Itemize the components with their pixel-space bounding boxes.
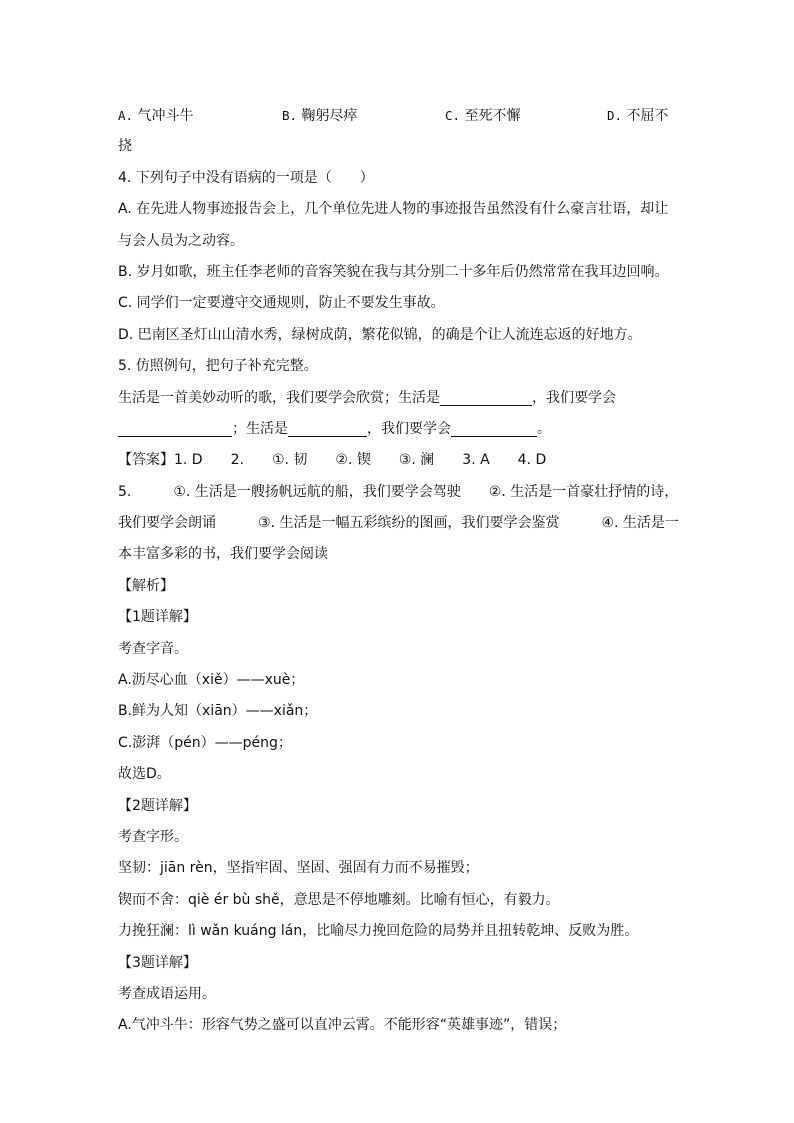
q3-item-a: A.气冲斗牛：形容气势之盛可以直冲云霄。不能形容“英雄事迹”，错误；	[118, 1017, 567, 1034]
fill-blank[interactable]	[440, 389, 532, 406]
q4-option-d: D. 巴南区圣灯山山清水秀，绿树成荫，繁花似锦，的确是个让人流连忘返的好地方。	[118, 326, 642, 343]
q4-option-a-line1: A. 在先进人物事迹报告会上，几个单位先进人物的事迹报告虽然没有什么豪言壮语，却让	[118, 201, 669, 218]
fill-blank[interactable]	[451, 420, 537, 437]
document-page	[118, 100, 678, 1042]
q4-prompt: 4. 下列句子中没有语病的一项是（ ）	[118, 169, 374, 186]
q1-topic: 考查字音。	[118, 640, 188, 657]
q1-choice: 故选D。	[118, 766, 171, 783]
fill-blank[interactable]	[288, 420, 367, 437]
answer-line4: 本丰富多彩的书，我们要学会阅读	[118, 546, 328, 563]
q1-item-a: A.沥尽心血（xiě）——xuè；	[118, 672, 305, 689]
answer-line2: 5. ①. 生活是一艘扬帆远航的船，我们要学会驾驶 ②. 生活是一首豪壮抒情的诗，	[118, 483, 679, 500]
answer-line1: 【答案】1. D 2. ①. 韧 ②. 锲 ③. 澜 3. A 4. D	[118, 452, 547, 469]
q5-prompt: 5. 仿照例句，把句子补充完整。	[118, 358, 318, 375]
q4-option-a-line2: 与会人员为之动容。	[118, 232, 244, 249]
q2-item-2: 锲而不舍：qiè ér bù shě，意思是不停地雕刻。比喻有恒心，有毅力。	[118, 891, 560, 908]
q2-item-3: 力挽狂澜：lì wǎn kuáng lán，比喻尽力挽回危险的局势并且扭转乾坤、反败为胜。	[118, 923, 639, 940]
q3-option-c: C. 至死不懈	[445, 108, 521, 124]
q3-option-b: B. 鞠躬尽瘁	[282, 108, 358, 124]
q1-item-c: C.澎湃（pén）——péng；	[118, 734, 292, 751]
q2-topic: 考查字形。	[118, 828, 188, 845]
q3-option-d: D. 不屈不	[607, 108, 669, 124]
analysis-heading: 【解析】	[118, 577, 174, 594]
q2-detail-heading: 【2题详解】	[118, 797, 197, 814]
q2-item-1: 坚韧：jiān rèn，坚指牢固、坚固、强固有力而不易摧毁；	[118, 860, 479, 877]
q5-fill-line2: ；生活是 ，我们要学会 。	[118, 414, 678, 445]
q4-option-c: C. 同学们一定要遵守交通规则，防止不要发生事故。	[118, 295, 445, 312]
fill-blank[interactable]	[118, 420, 232, 437]
q3-option-a: A. 气冲斗牛	[118, 108, 194, 124]
q1-detail-heading: 【1题详解】	[118, 609, 197, 626]
q3-detail-heading: 【3题详解】	[118, 954, 197, 971]
q1-item-b: B.鲜为人知（xiān）——xiǎn；	[118, 703, 318, 720]
q3-options-row	[118, 100, 678, 131]
answer-line3: 我们要学会朗诵 ③. 生活是一幅五彩缤纷的图画，我们要学会鉴赏 ④. 生活是一	[118, 515, 679, 532]
q4-option-b: B. 岁月如歌，班主任李老师的音容笑貌在我与其分别二十多年后仍然常常在我耳边回响。	[118, 263, 669, 280]
q5-fill-line1: 生活是一首美妙动听的歌，我们要学会欣赏；生活是 ，我们要学会	[118, 389, 616, 406]
q3-option-d-wrap: 挠	[118, 138, 132, 155]
q3-topic: 考查成语运用。	[118, 985, 216, 1002]
